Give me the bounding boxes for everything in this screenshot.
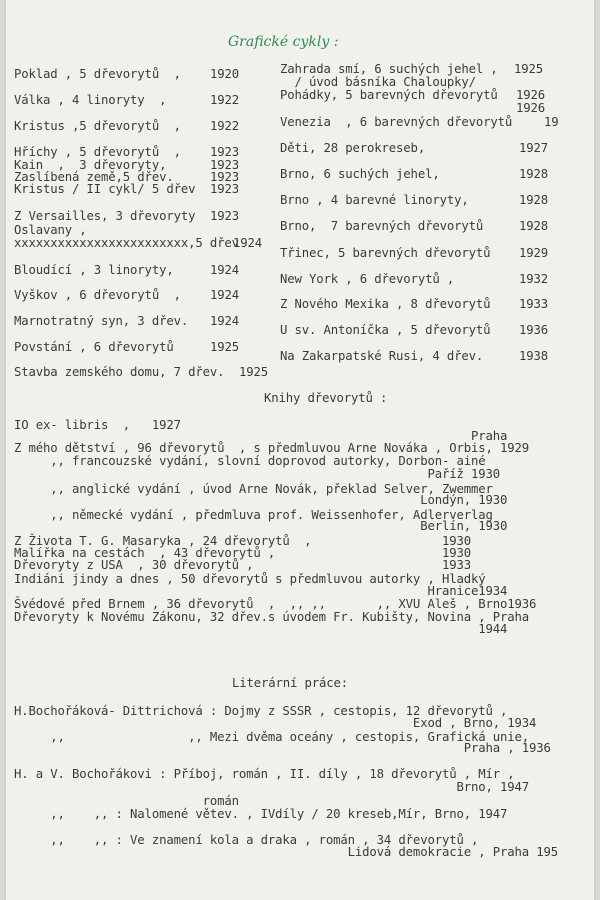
list-item-title: Kain , 3 dřevoryty, [14, 158, 167, 172]
list-item-title: Stavba zemského domu, 7 dřev. [14, 365, 225, 379]
book-line: Paříž 1930 [14, 467, 500, 481]
list-item-year: 1928 [519, 193, 549, 207]
list-item-title: Z Nového Mexika , 8 dřevorytů [280, 297, 491, 311]
book-line: Berlín, 1930 [14, 519, 508, 533]
book-line: ,, anglické vydání , úvod Arne Novák, překlad Selver, Zwemmer [14, 482, 493, 496]
list-item-year: 1923 [210, 145, 240, 159]
list-item-title: Děti, 28 perokreseb, [280, 141, 426, 155]
list-item-title: Zahrada smí, 6 suchých jehel , [280, 62, 498, 76]
list-item-title: Na Zakarpatské Rusi, 4 dřev. [280, 349, 484, 363]
list-item-year: 1928 [519, 219, 549, 233]
list-item-title: Oslavany , [14, 223, 87, 237]
book-line: ,, francouzské vydání, slovní doprovod autorky, Dorbon- ainé [14, 454, 486, 468]
list-item-title: Brno, 6 suchých jehel, [280, 167, 440, 181]
book-line: Indiáni jindy a dnes , 50 dřevorytů s předmluvou autorky , Hladký [14, 572, 486, 586]
list-item-year: 1938 [519, 349, 549, 363]
list-item-year: 1936 [519, 323, 549, 337]
list-item-title: / úvod básníka Chaloupky/ [280, 75, 476, 89]
list-item-title: Poklad , 5 dřevorytů , [14, 67, 181, 81]
list-item-year: 1932 [519, 272, 549, 286]
list-item-year: 1925 [239, 365, 269, 379]
book-line: Švédové před Brnem , 36 dřevorytů , ,, ,, ,, XVU Aleš , Brno1936 [14, 597, 537, 611]
list-item-title: Z Versailles, 3 dřevoryty [14, 209, 196, 223]
literary-line: Exod , Brno, 1934 [14, 716, 537, 730]
list-item-title: Pohádky, 5 barevných dřevorytů [280, 88, 498, 102]
book-line: Londýn, 1930 [14, 493, 508, 507]
book-line: Dřevoryty z USA , 30 dřevorytů , 1933 [14, 558, 471, 572]
literary-line: H. a V. Bochořákovi : Příboj, román , II. díly , 18 dřevorytů , Mír , [14, 767, 515, 781]
book-line: Malířka na cestách , 43 dřevorytů , 1930 [14, 546, 471, 560]
literary-line: Praha , 1936 [14, 741, 551, 755]
list-item-title: Třinec, 5 barevných dřevorytů [280, 246, 491, 260]
list-item-title: Vyškov , 6 dřevorytů , [14, 288, 181, 302]
list-item-year: 1933 [519, 297, 549, 311]
list-item-year: 1923 [210, 170, 240, 184]
list-item-year: 1927 [519, 141, 549, 155]
document-page [6, 0, 594, 900]
literary-line: román [14, 794, 239, 808]
handwritten-title: Grafické cykly : [228, 34, 339, 50]
book-line: Dřevoryty k Novému Zákonu, 32 dřev.s úvodem Fr. Kubišty, Novina , Praha [14, 610, 529, 624]
list-item-title: Zaslíbená země,5 dřev. [14, 170, 174, 184]
literary-line: ,, ,, Mezi dvěma oceány , cestopis, Grafická unie, [14, 730, 529, 744]
list-item-title: Kristus / II cykl/ 5 dřev [14, 182, 196, 196]
list-item-title: Brno , 4 barevné linoryty, [280, 193, 469, 207]
literary-line: Lidová demokracie , Praha 195 [14, 845, 559, 859]
list-item-year: 1924 [233, 236, 263, 250]
literary-line: ,, ,, : Nalomené větev. , IVdíly / 20 kreseb,Mír, Brno, 1947 [14, 807, 508, 821]
literary-line: ,, ,, : Ve znamení kola a draka , román , 34 dřevorytů , [14, 833, 479, 847]
book-line: 1944 [14, 622, 508, 636]
book-line: Z Života T. G. Masaryka , 24 dřevorytů , 1930 [14, 534, 471, 548]
book-line: Praha [14, 429, 508, 443]
list-item-year: 1924 [210, 314, 240, 328]
literary-line: Brno, 1947 [14, 780, 529, 794]
book-line: IO ex- libris , 1927 [14, 418, 181, 432]
list-item-title: New York , 6 dřevorytů , [280, 272, 455, 286]
list-item-year: 1926 [516, 101, 546, 115]
list-item-year: 1922 [210, 119, 240, 133]
book-line: ,, německé vydání , předmluva prof. Weissenhofer, Adlerverlag [14, 508, 493, 522]
list-item-year: 1925 [514, 62, 544, 76]
list-item-year: 19 [544, 115, 559, 129]
list-item-year: 1925 [210, 340, 240, 354]
list-item-title: Kristus ,5 dřevorytů , [14, 119, 181, 133]
list-item-title: xxxxxxxxxxxxxxxxxxxxxxxx,5 dřev [14, 236, 239, 250]
list-item-title: Venezia , 6 barevných dřevorytů [280, 115, 513, 129]
list-item-year: 1923 [210, 209, 240, 223]
literary-line: H.Bochořáková- Dittrichová : Dojmy z SSSR , cestopis, 12 dřevorytů , [14, 704, 508, 718]
list-item-year: 1924 [210, 263, 240, 277]
list-item-title: Bloudící , 3 linoryty, [14, 263, 174, 277]
list-item-year: 1923 [210, 158, 240, 172]
book-line: Hranice1934 [14, 584, 508, 598]
book-line: Z mého dětství , 96 dřevorytů , s předmluvou Arne Nováka , Orbis, 1929 [14, 441, 529, 455]
list-item-year: 1922 [210, 93, 240, 107]
list-item-year: 1926 [516, 88, 546, 102]
list-item-title: Marnotratný syn, 3 dřev. [14, 314, 189, 328]
section-heading-books: Knihy dřevorytů : [264, 391, 388, 405]
list-item-title: U sv. Antoníčka , 5 dřevorytů [280, 323, 491, 337]
list-item-title: Brno, 7 barevných dřevorytů [280, 219, 484, 233]
list-item-year: 1928 [519, 167, 549, 181]
list-item-year: 1929 [519, 246, 549, 260]
list-item-year: 1920 [210, 67, 240, 81]
list-item-title: Hříchy , 5 dřevorytů , [14, 145, 181, 159]
section-heading-literary: Literární práce: [232, 676, 349, 690]
list-item-year: 1923 [210, 182, 240, 196]
list-item-title: Povstání , 6 dřevorytů [14, 340, 174, 354]
list-item-title: Válka , 4 linoryty , [14, 93, 167, 107]
list-item-year: 1924 [210, 288, 240, 302]
